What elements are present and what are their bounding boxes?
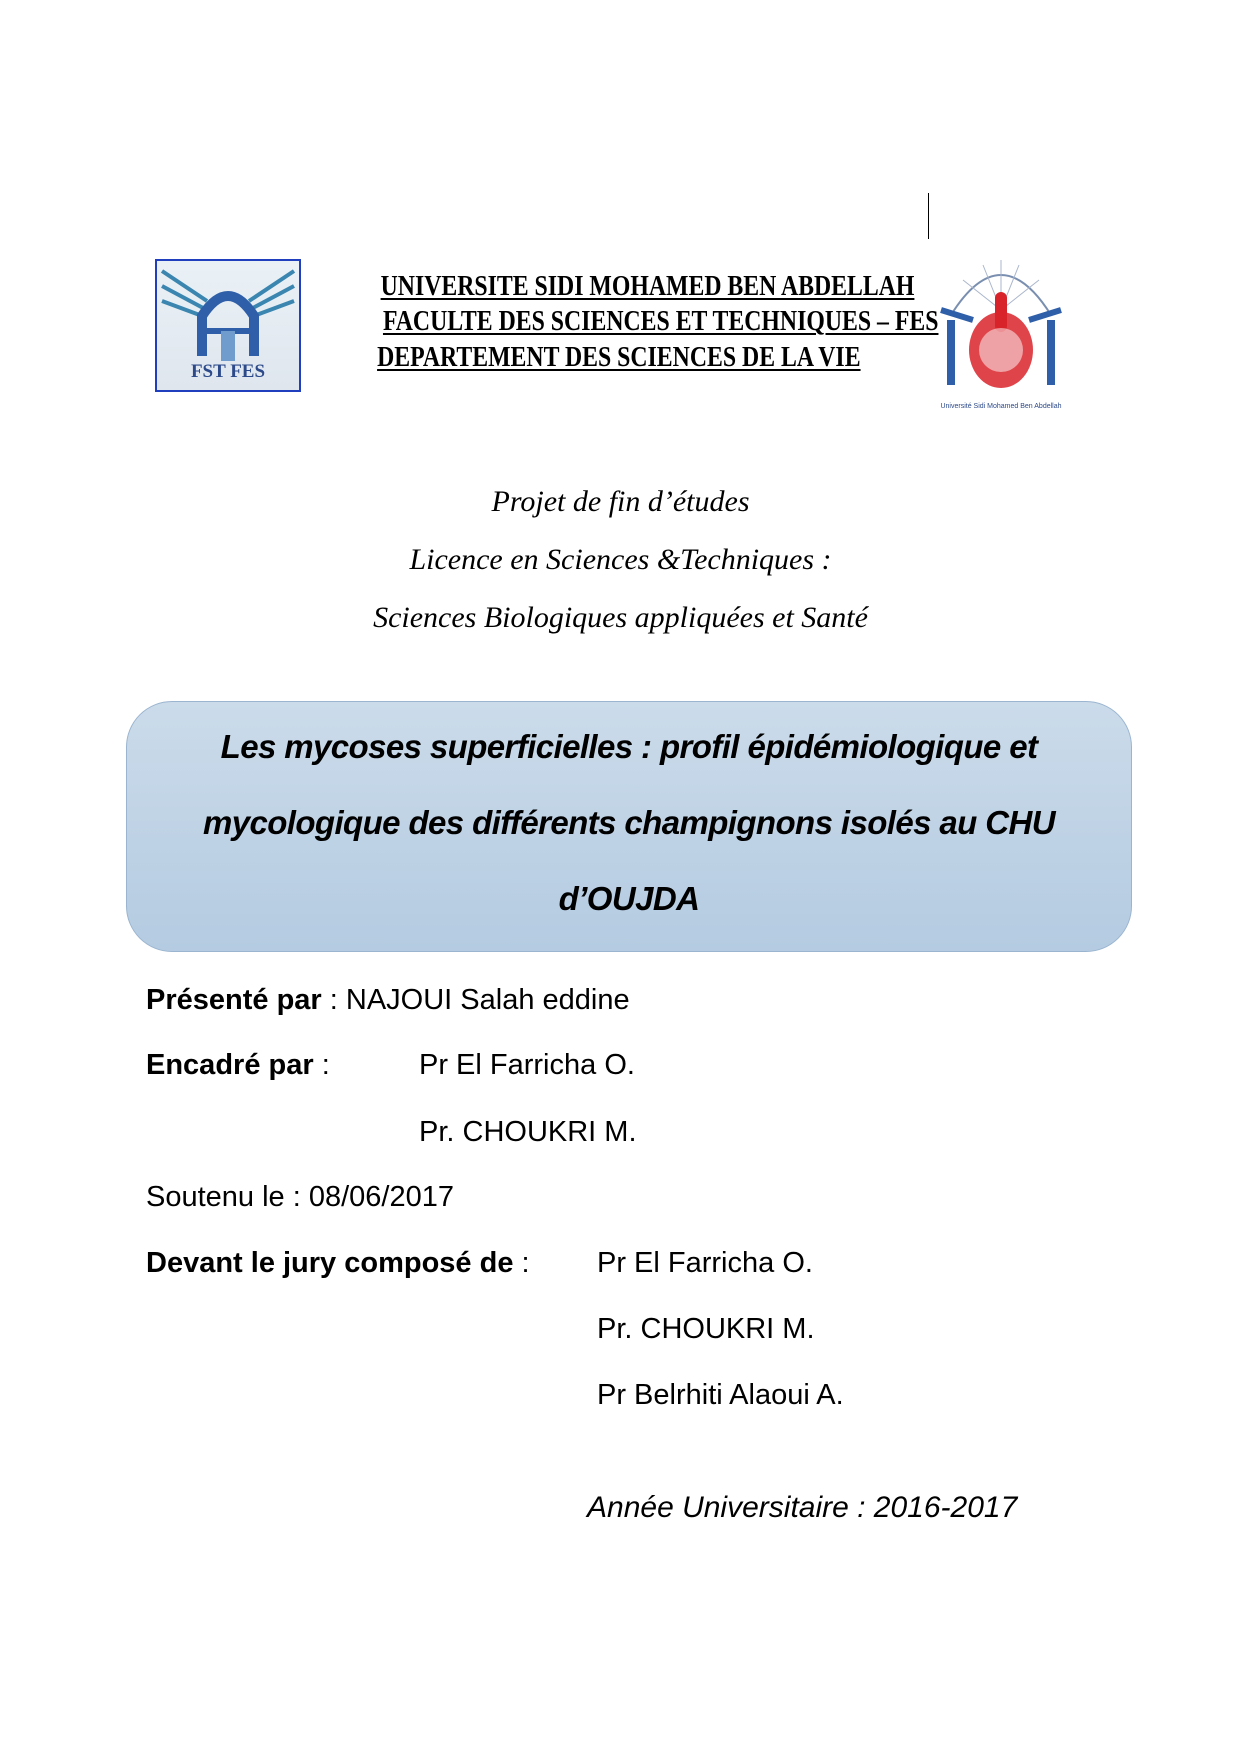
presented-label: Présenté par [146, 984, 322, 1016]
department-name [322, 340, 916, 374]
department-text: DEPARTEMENT DES SCIENCES DE LA VIE [377, 341, 861, 373]
university-seal-logo [933, 240, 1069, 420]
seal-caption: Université Sidi Mohamed Ben Abdellah [940, 403, 1062, 410]
presented-value: NAJOUI Salah eddine [345, 984, 630, 1016]
university-name [322, 269, 916, 303]
specialty: Sciences Biologiques appliquées et Santé [373, 601, 868, 634]
jury-member-1: Pr El Farricha O. [597, 1247, 813, 1279]
university-text: UNIVERSITE SIDI MOHAMED BEN ABDELLAH [380, 270, 915, 302]
defense-date: Soutenu le : 08/06/2017 [146, 1181, 454, 1213]
academic-year: Année Universitaire : 2016-2017 [587, 1491, 1018, 1524]
vertical-line [928, 193, 929, 239]
supervisor-1: Pr El Farricha O. [419, 1049, 635, 1081]
jury-label: Devant le jury composé de [146, 1247, 514, 1279]
jury-label-row [146, 1245, 530, 1281]
jury-member-2: Pr. CHOUKRI M. [597, 1313, 815, 1345]
supervisor-2: Pr. CHOUKRI M. [419, 1116, 637, 1148]
faculty-text: FACULTE DES SCIENCES ET TECHNIQUES – FES [382, 305, 939, 337]
faculty-name [322, 304, 939, 338]
project-type: Projet de fin d’études [491, 485, 750, 518]
degree: Licence en Sciences &Techniques : [409, 543, 832, 576]
seal-graphic [933, 240, 1069, 400]
thesis-title-line-2: mycologique des différents champignons isolés au CHU [202, 804, 1056, 841]
presented-by [146, 982, 630, 1018]
supervised-by [146, 1047, 330, 1083]
thesis-title-line-3: d’OUJDA [558, 880, 700, 917]
fst-logo-text: FST FES [190, 361, 266, 382]
jury-sep: : [513, 1247, 530, 1279]
supervised-label: Encadré par [146, 1049, 314, 1081]
fst-fes-logo [155, 259, 301, 392]
jury-member-3: Pr Belrhiti Alaoui A. [597, 1379, 844, 1411]
presented-sep: : [321, 984, 346, 1016]
thesis-title-line-1: Les mycoses superficielles : profil épidémiologique et [220, 728, 1038, 765]
supervised-sep: : [313, 1049, 330, 1081]
